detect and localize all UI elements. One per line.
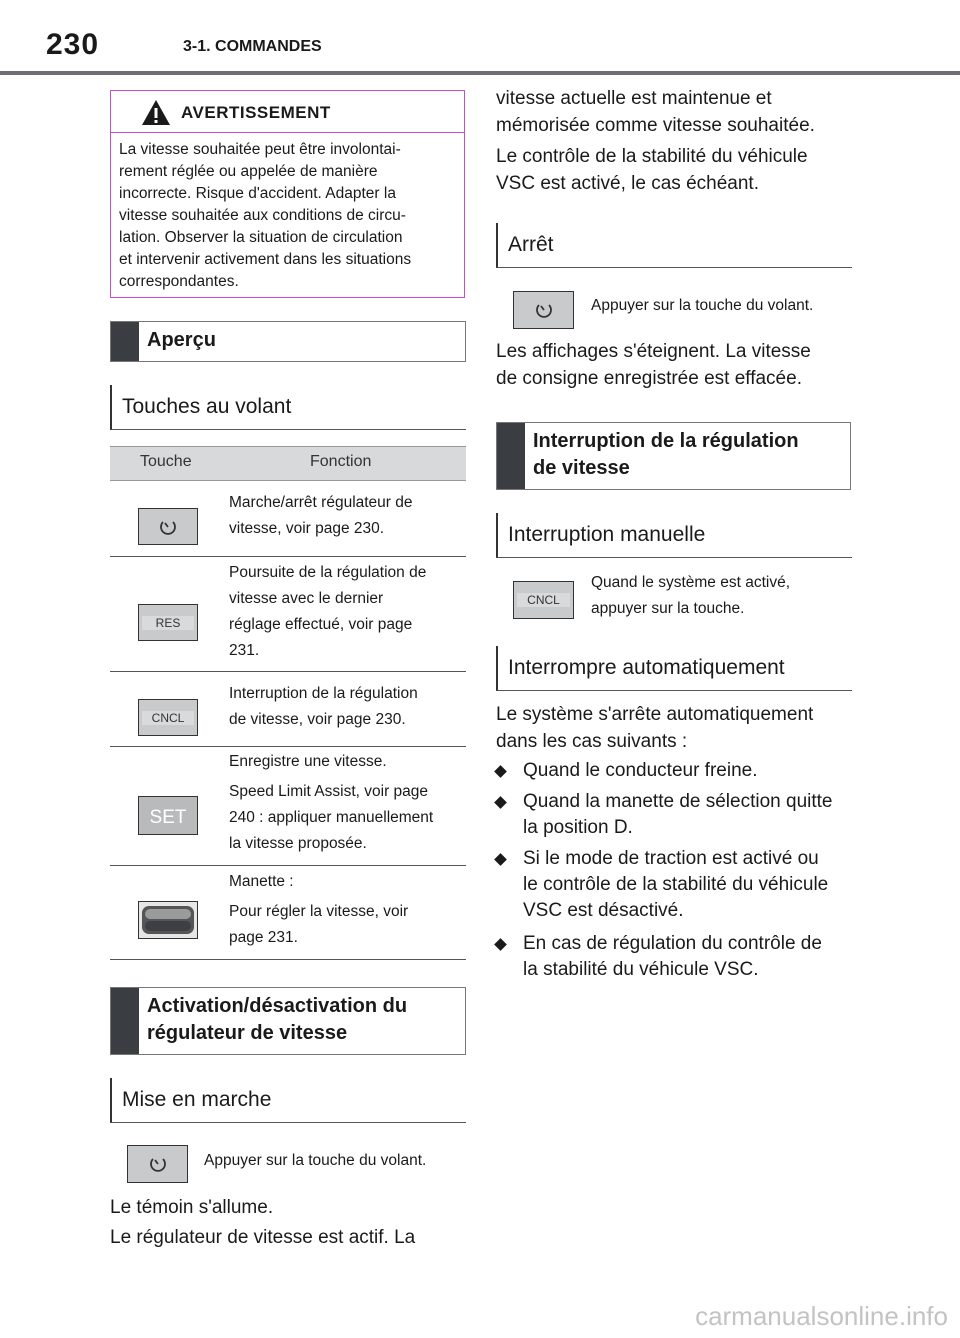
cell-line: 240 : appliquer manuellement [229,809,434,826]
cell-line: Pour régler la vitesse, voir [229,903,409,920]
body-paragraph [496,143,808,197]
cell-line: page 231. [229,929,298,946]
body-paragraph [496,338,811,392]
cell-line: Marche/arrêt régulateur de [229,494,413,511]
cell-line: Speed Limit Assist, voir page [229,783,429,800]
text-line: appuyer sur la touche. [591,600,745,617]
cruise-control-icon [535,301,553,319]
table-row-divider [110,746,466,747]
text-line: En cas de régulation du contrôle de [523,933,822,954]
list-item [496,789,856,841]
subheading-text: Arrêt [508,233,554,256]
table-row-divider [110,556,466,557]
text-line: Si le mode de traction est activé ou [523,848,819,869]
header-divider [0,71,960,75]
cell-line: la vitesse proposée. [229,835,367,852]
cncl-key-label: CNCL [517,593,570,607]
subheading-interruption-manuelle [496,513,852,558]
section-heading-interruption [496,422,851,490]
table-cell-function [229,749,464,857]
subheading-text: Touches au volant [122,395,292,418]
text-line: dans les cas suivants : [496,731,688,752]
text-line: la stabilité du véhicule VSC. [523,959,759,980]
watermark: carmanualsonline.info [695,1301,948,1331]
warning-triangle-icon [141,99,171,126]
table-cell-function [229,490,464,542]
warning-header [111,91,464,133]
table-cell-function [229,560,464,664]
bullet-icon [494,853,507,866]
table-row-divider [110,959,466,960]
subheading-touches-au-volant [110,385,466,430]
section-heading-text [533,428,799,482]
text-line: VSC est activé, le cas échéant. [496,173,759,194]
cncl-key [513,581,574,619]
text-line: Quand le système est activé, [591,574,791,591]
section-heading-text [147,993,407,1047]
text-line: Le contrôle de la stabilité du véhicule [496,146,808,167]
text-line: VSC est désactivé. [523,900,684,921]
cncl-key [138,699,198,736]
heading-line: de vitesse [533,457,630,479]
text-line: la position D. [523,817,633,838]
subheading-interrompre-automatiquement [496,646,852,691]
heading-line: régulateur de vitesse [147,1022,348,1044]
table-header [110,446,466,481]
list-item [496,846,856,924]
cell-line: vitesse, voir page 230. [229,520,385,537]
section-title: 3-1. COMMANDES [183,38,322,55]
cell-line: de vitesse, voir page 230. [229,711,406,728]
body-paragraph: Le régulateur de vitesse est actif. La [110,1227,416,1248]
text-line: mémorisée comme vitesse souhaitée. [496,115,815,136]
bullet-icon [494,765,507,778]
cell-line: Enregistre une vitesse. [229,753,387,770]
cell-line: 231. [229,642,260,659]
heading-line: Activation/désactivation du [147,995,408,1017]
section-heading-text: Aperçu [147,329,216,351]
text-line: Les affichages s'éteignent. La vitesse [496,341,811,362]
warning-title: AVERTISSEMENT [181,103,331,122]
warning-line: vitesse souhaitée aux conditions de circu- [119,207,406,224]
body-paragraph: Le témoin s'allume. [110,1197,274,1218]
body-paragraph [496,701,813,755]
instruction-text: Appuyer sur la touche du volant. [204,1152,427,1169]
text-line: Quand le conducteur freine. [523,760,758,781]
heading-line: Interruption de la régulation [533,430,799,452]
cell-line: Manette : [229,873,294,890]
text-line: le contrôle de la stabilité du véhicule [523,874,829,895]
list-item [496,758,856,784]
table-cell-function [229,869,464,951]
column-header-fonction: Fonction [310,453,372,470]
cruise-control-icon [159,518,177,536]
cell-line: vitesse avec le dernier [229,590,384,607]
table-row-divider [110,671,466,672]
warning-line: La vitesse souhaitée peut être involontai- [119,141,401,158]
cruise-control-key [127,1145,188,1183]
text-line: Le système s'arrête automatiquement [496,704,814,725]
cncl-key-label: CNCL [142,711,194,725]
set-key-label: SET [149,807,187,828]
set-key [138,796,198,835]
cruise-control-key [513,291,574,329]
lever-key [138,901,198,939]
warning-line: lation. Observer la situation de circulation [119,229,403,246]
bullet-icon [494,796,507,809]
warning-text [119,139,455,293]
lever-icon [141,905,195,935]
table-row-divider [110,865,466,866]
warning-box [110,90,465,298]
instruction-text: Appuyer sur la touche du volant. [591,297,814,314]
subheading-text: Mise en marche [122,1088,272,1111]
cruise-control-key [138,508,198,545]
warning-line: rement réglée ou appelée de manière [119,163,378,180]
body-paragraph [496,85,815,139]
list-item [496,931,856,983]
cell-line: Poursuite de la régulation de [229,564,427,581]
instruction-text [591,570,790,622]
subheading-arret [496,223,852,268]
cell-line: Interruption de la régulation [229,685,418,702]
warning-line: correspondantes. [119,273,239,290]
text-line: vitesse actuelle est maintenue et [496,88,772,109]
bullet-icon [494,938,507,951]
section-heading-apercu [110,321,466,362]
text-line: de consigne enregistrée est effacée. [496,368,802,389]
text-line: Quand la manette de sélection quitte [523,791,833,812]
column-header-touche: Touche [140,453,192,470]
warning-line: incorrecte. Risque d'accident. Adapter la [119,185,396,202]
table-cell-function [229,681,464,733]
section-heading-activation [110,987,466,1055]
res-key [138,604,198,641]
subheading-text: Interruption manuelle [508,523,706,546]
res-key-label: RES [142,616,194,630]
warning-line: et intervenir activement dans les situations [119,251,412,268]
cruise-control-icon [149,1155,167,1173]
subheading-mise-en-marche [110,1078,466,1123]
subheading-text: Interrompre automatiquement [508,656,785,679]
page-number: 230 [46,28,100,61]
cell-line: réglage effectué, voir page [229,616,413,633]
